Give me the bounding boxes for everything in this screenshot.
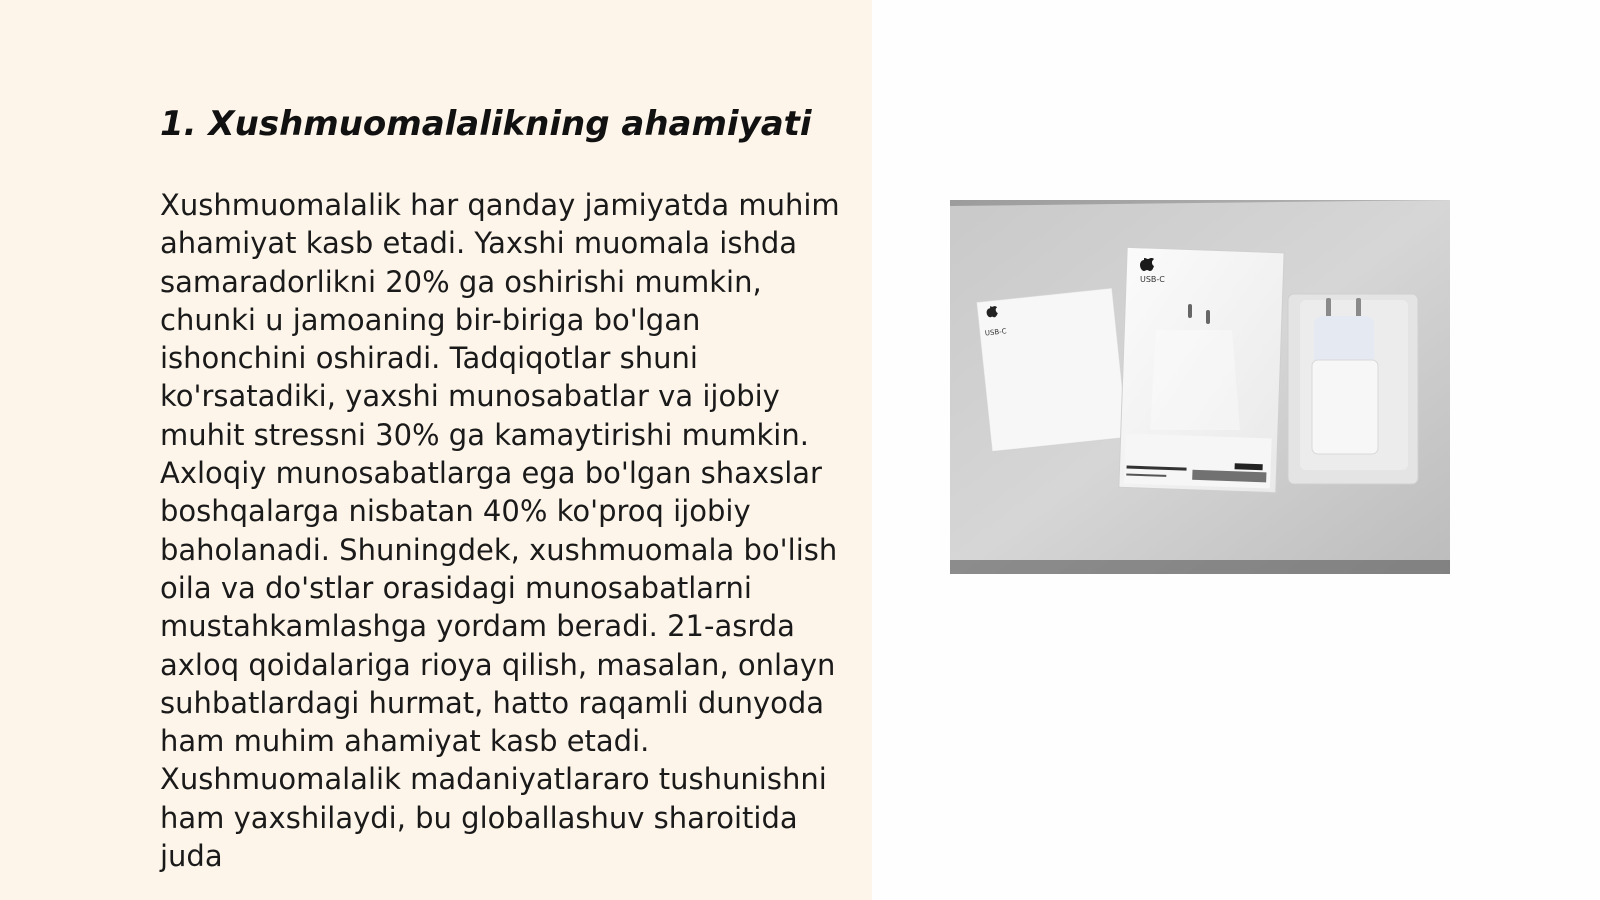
dark-bottom-edge bbox=[950, 560, 1450, 574]
slide-heading: 1. Xushmuomalalikning ahamiyati bbox=[160, 104, 812, 144]
slide-body-text: Xushmuomalalik har qanday jamiyatda muhim ahamiyat kasb etadi. Yaxshi muomala ishda samaradorlikni 20% ga oshirishi mumkin, chunki u jamoaning bir-biriga bo'lgan ishonchini oshiradi. Tadqiqotlar shuni ko'rsatadiki, yaxshi munosabatlar va ijobiy muhit stressni 30% ga kamaytirishi mumkin. Axloqiy munosabatlarga ega bo'lgan shaxslar boshqalarga nisbatan 40% ko'proq ijobiy baholanadi. Shuningdek, xushmuomala bo'lish oila va do'stlar orasidagi munosabatlarni mustahkamlashga yordam beradi. 21-asrda axloq qoidalariga rioya qilish, masalan, onlayn suhbatlardagi hurmat, hatto raqamli dunyoda ham muhim ahamiyat kasb etadi. Xushmuomalalik madaniyatlararo tushunishni ham yaxshilaydi, bu globallashuv sharoitida juda bbox=[160, 188, 840, 874]
power-adapter bbox=[1312, 298, 1378, 454]
box-label: USB-C bbox=[1140, 275, 1165, 284]
booklet-label: USB-C bbox=[984, 327, 1007, 338]
charger-photo bbox=[950, 200, 1450, 574]
booklet bbox=[977, 288, 1128, 451]
charger-box bbox=[1119, 247, 1284, 492]
